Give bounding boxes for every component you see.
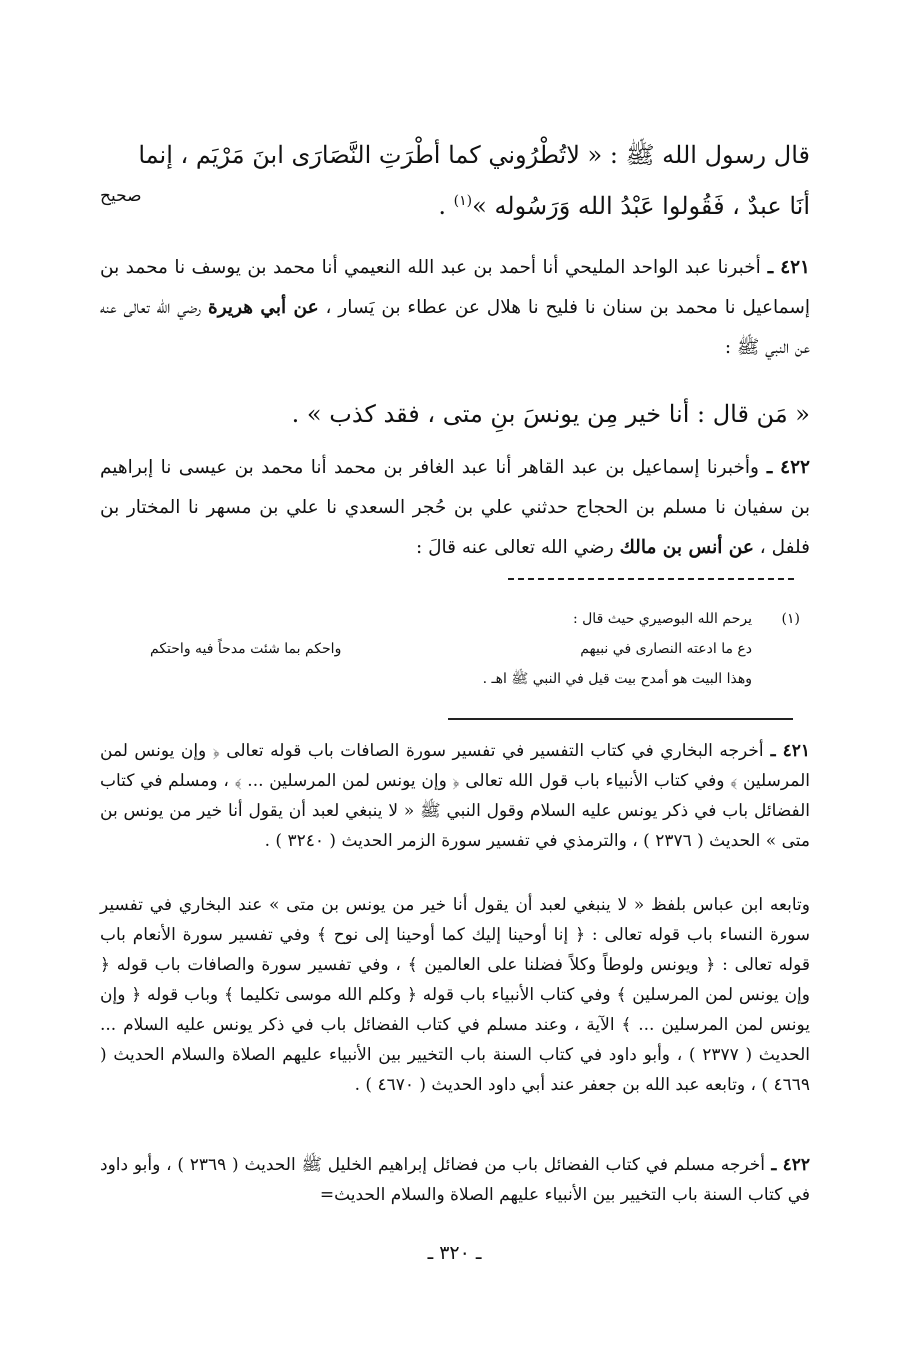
- footnote-intro: يرحم الله البوصيري حيث قال :: [572, 611, 752, 627]
- isnad-421-text-a: أخبرنا عبد الواحد المليحي أنا أحمد بن عبد الله النعيمي أنا محمد بن يوسف نا محمد بن إسماعيل نا محمد بن سنان نا فليح نا هلال عن عطاء بن يَسار ،: [100, 257, 810, 318]
- footnote: [150, 604, 800, 694]
- takhrij-422-text: أخرجه مسلم في كتاب الفضائل باب من فضائل إبراهيم الخليل ﷺ الحديث ( ٢٣٦٩ ) ، وأبو داود في كتاب السنة باب التخيير بين الأنبياء عليهم الصلاة والسلام الحديث=: [100, 1155, 810, 1205]
- takhrij-separator: ـ: [763, 741, 783, 761]
- footnote-divider: [448, 718, 793, 720]
- hadith-main-line2-end: .: [438, 192, 454, 220]
- footnote-row-1: [150, 604, 800, 634]
- footnote-row-3: [150, 664, 800, 694]
- hadith-421-matn: [100, 392, 810, 436]
- page-number: ـ ٣٢٠ ـ: [427, 1242, 482, 1264]
- isnad-421-text-b: رضي الله تعالى عنه عن النبي ﷺ :: [100, 297, 810, 358]
- footnote-reference[interactable]: (١): [453, 193, 473, 209]
- hadith-number-421: ٤٢١: [780, 257, 810, 278]
- hadith-separator: ـ: [758, 457, 781, 478]
- hadith-421-isnad: [100, 248, 810, 368]
- takhrij-number-421: ٤٢١: [782, 741, 810, 761]
- isnad-422-text-b: رضي الله تعالى عنه قالَ :: [415, 537, 620, 558]
- hadith-main-text: [100, 132, 810, 229]
- hadith-grade-label: صحيح: [100, 186, 142, 206]
- footnote-verse-row: [150, 634, 800, 664]
- takhrij-separator: ـ: [765, 1155, 783, 1175]
- footnote-verse-first-hemistich: دع ما ادعته النصارى في نبيهم: [580, 641, 752, 657]
- footnote-verse-second-hemistich: واحكم بما شئت مدحاً فيه واحتكم: [150, 641, 342, 657]
- takhrij-422: [100, 1150, 810, 1210]
- footnote-marker: (١): [781, 611, 800, 627]
- takhrij-421-text: أخرجه البخاري في كتاب التفسير في تفسير سورة الصافات باب قوله تعالى ﴿ وإن يونس لمن المرسلين ﴾ وفي كتاب الأنبياء باب قول الله تعالى ﴿ وإن يونس لمن المرسلين ... ﴾ ، ومسلم في كتاب الفضائل باب في ذكر يونس عليه السلام وقول النبي ﷺ « لا ينبغي لعبد أن يقول أنا خير من يونس بن متى » الحديث ( ٢٣٧٦ ) ، والترمذي في تفسير سورة الزمر الحديث ( ٣٢٤٠ ) .: [100, 741, 810, 851]
- hadith-main-line2-row: [100, 178, 810, 229]
- hadith-number-422: ٤٢٢: [780, 457, 810, 478]
- takhrij-corroboration-text: وتابعه ابن عباس بلفظ « لا ينبغي لعبد أن يقول أنا خير من يونس بن متى » عند البخاري في تفسير سورة النساء باب قوله تعالى : ﴿ إنا أوحينا إليك كما أوحينا إلى نوح ﴾ وفي تفسير سورة الأنعام باب قوله تعالى : ﴿ ويونس ولوطاً وكلاً فضلنا على العالمين ﴾ ، وفي تفسير سورة والصافات باب قوله ﴿ وإن يونس لمن المرسلين ﴾ وفي كتاب الأنبياء باب قوله ﴿ وكلم الله موسى تكليما ﴾ وباب قوله ﴿ وإن يونس لمن المرسلين ... ﴾ الآية ، وعند مسلم في كتاب الفضائل باب في ذكر يونس عليه السلام ... الحديث ( ٢٣٧٧ ) ، وأبو داود في كتاب السنة باب التخيير بين الأنبياء عليهم الصلاة والسلام الحديث ( ٤٦٦٩ ) ، وتابعه عبد الله بن جعفر عند أبي داود الحديث ( ٤٦٧٠ ) .: [100, 895, 810, 1095]
- takhrij-421: [100, 736, 810, 856]
- takhrij-corroboration: [100, 890, 810, 1100]
- hadith-422-isnad: [100, 448, 810, 568]
- footnote-closing: وهذا البيت هو أمدح بيت قيل في النبي ﷺ اهـ .: [482, 671, 752, 687]
- isnad-422-text-a: وأخبرنا إسماعيل بن عبد القاهر أنا عبد الغافر بن محمد أنا محمد بن عيسى نا إبراهيم بن سفيان نا مسلم بن الحجاج حدثني علي بن حُجر السعدي نا علي بن مسهر نا المختار بن فلفل ،: [100, 457, 810, 558]
- isnad-421-narrator: عن أبي هريرة: [208, 297, 319, 318]
- continuation-dashed-divider: [508, 578, 794, 580]
- hadith-separator: ـ: [760, 257, 781, 278]
- takhrij-number-422: ٤٢٢: [782, 1155, 810, 1175]
- matn-421-text: « مَن قال : أنا خير مِن يونسَ بنِ متى ، فقد كذب » .: [291, 400, 810, 428]
- hadith-main-line1: قال رسول الله ﷺ : « لاتُطْرُوني كما أطْرَتِ النَّصَارَى ابنَ مَرْيَم ، إنما: [138, 141, 810, 169]
- isnad-422-narrator: عن أنس بن مالك: [619, 537, 754, 558]
- hadith-main-line2: أنَا عبدٌ ، فَقُولوا عَبْدُ الله وَرَسُوله »: [472, 192, 810, 220]
